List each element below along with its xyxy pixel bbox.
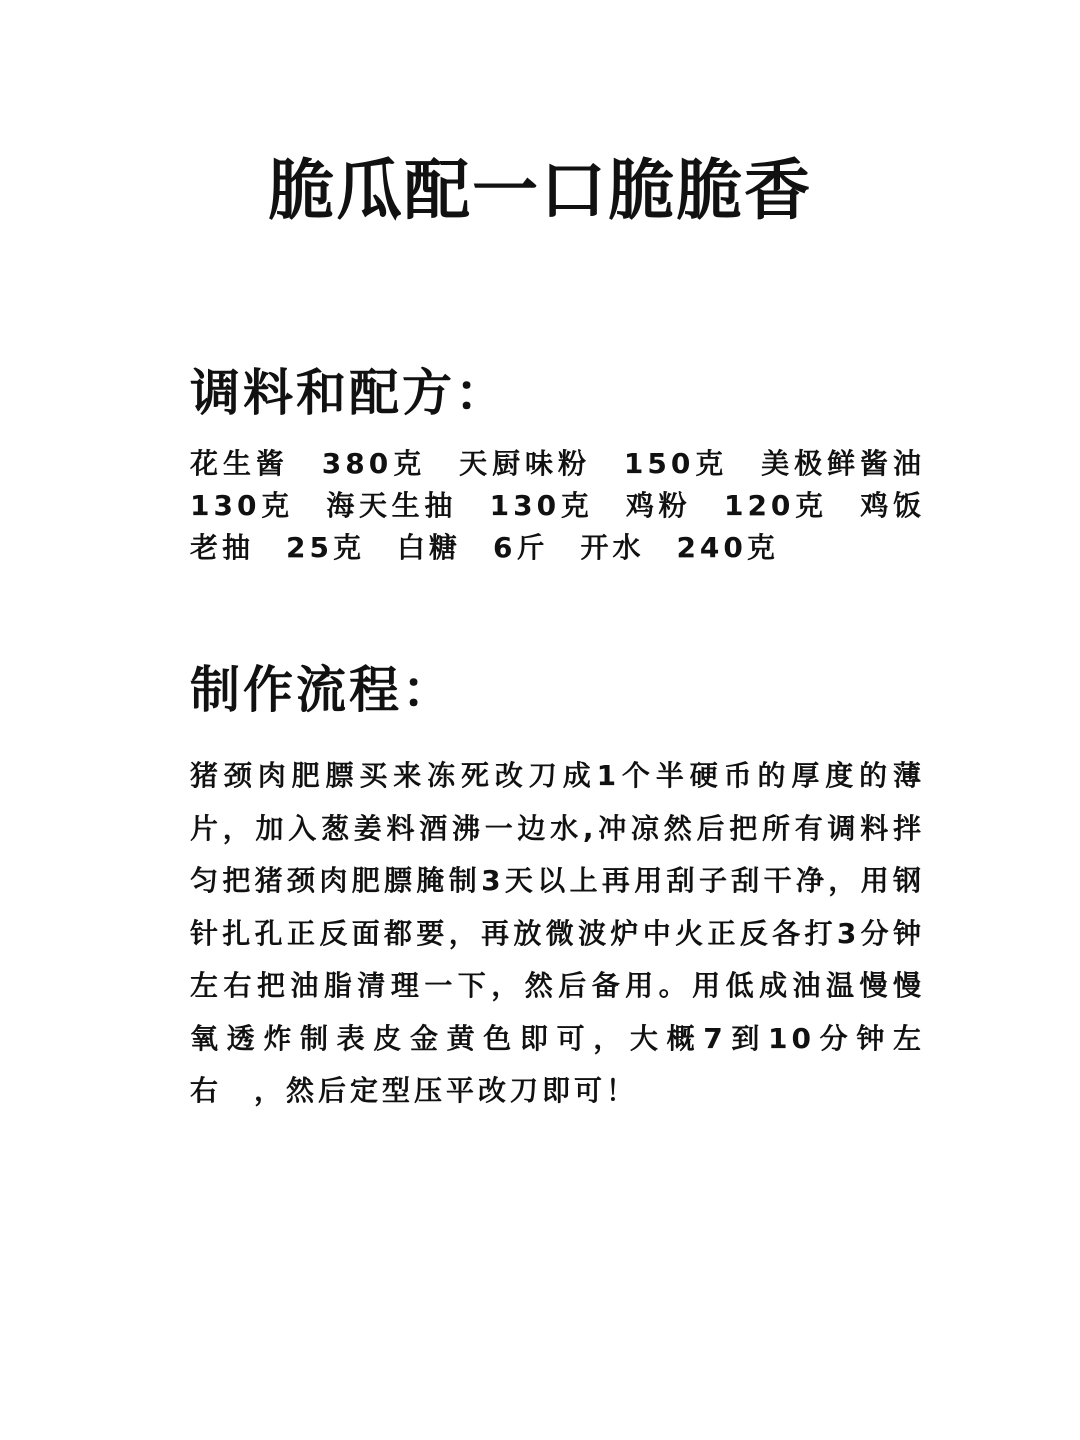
process-heading: 制作流程： bbox=[190, 661, 455, 719]
page-title: 脆瓜配一口脆脆香 bbox=[268, 151, 812, 229]
ingredients-text: 花生酱 380克 天厨味粉 150克 美极鲜酱油130克 海天生抽 130克 鸡粉 120克 鸡饭老抽 25克 白糖 6斤 开水 240克 bbox=[190, 447, 925, 564]
process-text: 猪颈肉肥膘买来冻死改刀成1个半硬币的厚度的薄片，加入葱姜料酒沸一边水,冲凉然后把所有调料拌匀把猪颈肉肥膘腌制3天以上再用刮子刮干净，用钢针扎孔正反面都要，再放微波炉中火正反各打3分钟左右把油脂清理一下，然后备用。用低成油温慢慢氧透炸制表皮金黄色即可，大概7到10分钟左右 ，然后定型压平改刀即可！ bbox=[190, 759, 925, 1107]
ingredients-heading: 调料和配方： bbox=[190, 364, 508, 422]
